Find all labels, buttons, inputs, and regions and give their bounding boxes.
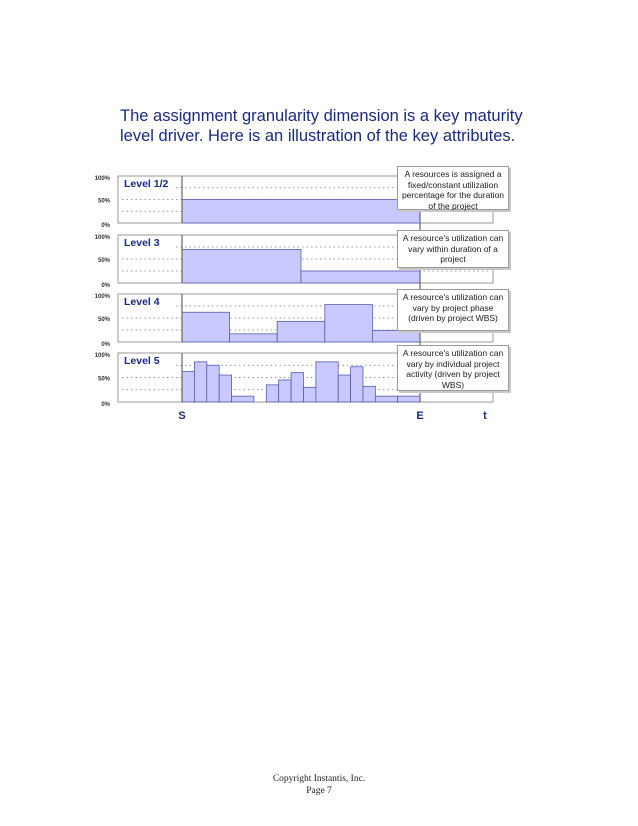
copyright-text: Copyright Instantis, Inc. xyxy=(272,774,366,784)
axis-label-50: 50% xyxy=(97,376,110,383)
heading-line-2: level driver. Here is an illustration of the key attributes. xyxy=(120,127,516,145)
utilization-bar xyxy=(182,312,230,342)
utilization-bar xyxy=(398,396,420,402)
axis-label-50: 50% xyxy=(97,198,110,205)
utilization-bar xyxy=(182,372,194,402)
level-callout: A resource's utilization can vary by individual project activity (driven by project WBS) xyxy=(397,345,509,391)
utilization-bar xyxy=(303,387,315,402)
level-label: Level 3 xyxy=(124,237,160,249)
time-label-end: E xyxy=(416,410,424,422)
utilization-bar xyxy=(266,385,278,402)
utilization-bar xyxy=(277,321,325,342)
axis-label-100: 100% xyxy=(94,176,110,182)
utilization-bar xyxy=(219,375,231,402)
utilization-bar xyxy=(338,375,350,402)
axis-label-100: 100% xyxy=(94,353,110,359)
axis-label-50: 50% xyxy=(97,258,110,264)
utilization-bar xyxy=(291,373,303,402)
utilization-bar xyxy=(232,396,254,402)
time-label-start: S xyxy=(178,410,186,422)
utilization-bar xyxy=(375,396,397,402)
axis-label-100: 100% xyxy=(94,235,110,241)
axis-label-0: 0% xyxy=(101,283,110,289)
utilization-bar xyxy=(363,386,375,402)
page-number: Page 7 xyxy=(306,786,332,796)
utilization-bar xyxy=(372,330,420,342)
level-label: Level 4 xyxy=(124,296,160,308)
utilization-bar xyxy=(316,362,338,402)
footer xyxy=(0,773,638,797)
axis-label-0: 0% xyxy=(101,402,110,408)
utilization-bar xyxy=(279,380,291,402)
utilization-bar xyxy=(301,271,420,283)
heading-line-1: The assignment granularity dimension is a key maturity xyxy=(120,107,523,125)
utilization-bar xyxy=(182,200,420,224)
utilization-bar xyxy=(182,249,301,283)
axis-label-0: 0% xyxy=(101,342,110,348)
level-callout: A resources is assigned a fixed/constant utilization percentage for the duration of the project xyxy=(397,166,509,210)
level-label: Level 1/2 xyxy=(124,178,169,190)
level-label: Level 5 xyxy=(124,355,160,367)
utilization-bar xyxy=(230,334,278,342)
level-callout: A resource's utilization can vary within duration of a project xyxy=(397,230,509,268)
utilization-bar xyxy=(325,305,373,342)
axis-label-100: 100% xyxy=(94,294,110,300)
utilization-bar xyxy=(194,362,206,402)
utilization-bar xyxy=(207,365,219,402)
axis-label-0: 0% xyxy=(101,223,110,229)
time-label-t: t xyxy=(483,410,487,422)
axis-label-50: 50% xyxy=(97,317,110,323)
level-callout: A resource's utilization can vary by project phase (driven by project WBS) xyxy=(397,289,509,331)
utilization-bar xyxy=(351,367,363,402)
